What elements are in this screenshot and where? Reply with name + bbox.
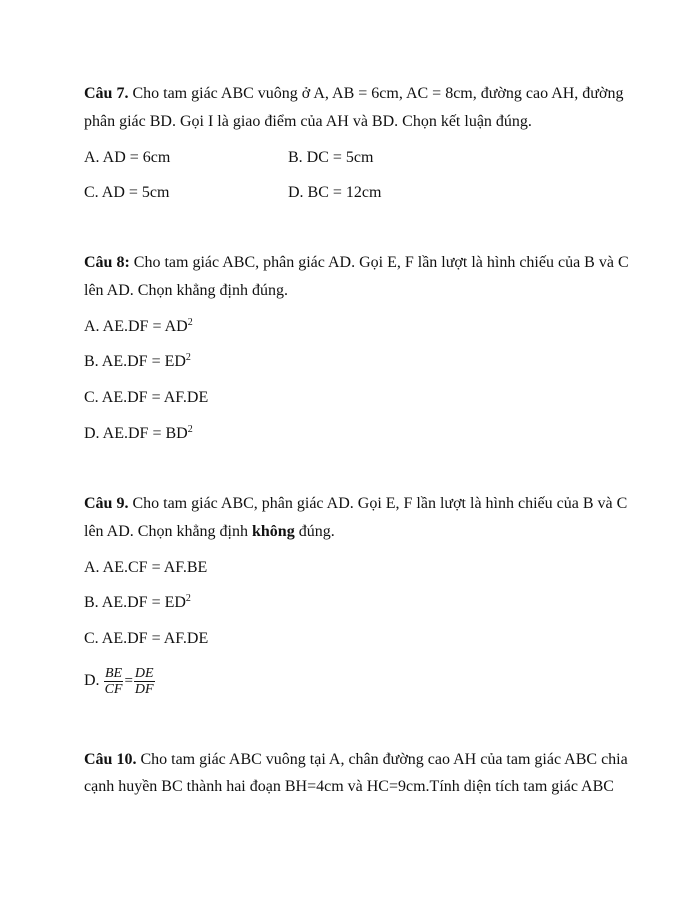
q8-label: Câu 8: <box>84 254 130 271</box>
q9-label: Câu 9. <box>84 495 129 512</box>
q7-option-b: B. DC = 5cm <box>288 149 374 166</box>
q9-fraction-right: $\frac{DE}{DF}$ <box>134 665 154 697</box>
q8-option-d: D. $AE.DF = BD^2$ <box>84 424 193 442</box>
q7-option-a: A. AD = 6cm <box>84 149 171 166</box>
q7-stem-line2: phân giác BD. Gọi I là giao điểm của AH và BD. Chọn kết luận đúng. <box>84 113 532 130</box>
q10-stem-line2: cạnh huyền BC thành hai đoạn BH=4cm và HC=9cm.Tính diện tích tam giác ABC <box>84 778 614 795</box>
q9-option-d: D. $\frac{BE}{CF}$ = $\frac{DE}{DF}$ <box>84 665 154 697</box>
q8-option-b: B. $AE.DF = ED^2$ <box>84 352 191 370</box>
q7-option-c: C. AD = 5cm <box>84 184 170 201</box>
q7-label: Câu 7. <box>84 85 129 102</box>
q10-stem-line1: Câu 10. Cho tam giác ABC vuông tại A, chân đường cao AH của tam giác ABC chia <box>84 751 628 768</box>
q9-option-b: B. $AE.DF = ED^2$ <box>84 593 191 611</box>
q7-stem-line1: Câu 7. Cho tam giác ABC vuông ở A, AB = 6cm, AC = 8cm, đường cao AH, đường <box>84 85 624 102</box>
q9-stem-line1: Câu 9. Cho tam giác ABC, phân giác AD. Gọi E, F lần lượt là hình chiếu của B và C <box>84 495 628 512</box>
q8-stem-line2: lên AD. Chọn khẳng định đúng. <box>84 282 288 299</box>
q9-option-a: A. AE.CF = AF.BE <box>84 559 208 576</box>
q7-option-d: D. BC = 12cm <box>288 184 382 201</box>
q9-option-c: C. AE.DF = AF.DE <box>84 630 209 647</box>
q9-fraction-left: $\frac{BE}{CF}$ <box>104 665 123 697</box>
q10-label: Câu 10. <box>84 751 137 768</box>
q8-stem-line1: Câu 8: Cho tam giác ABC, phân giác AD. Gọi E, F lần lượt là hình chiếu của B và C <box>84 254 629 271</box>
q8-option-a: A. $AE.DF = AD^2$ <box>84 317 193 335</box>
q8-option-c: C. AE.DF = AF.DE <box>84 389 209 406</box>
q9-stem-line2: lên AD. Chọn khẳng định không đúng. <box>84 523 335 540</box>
